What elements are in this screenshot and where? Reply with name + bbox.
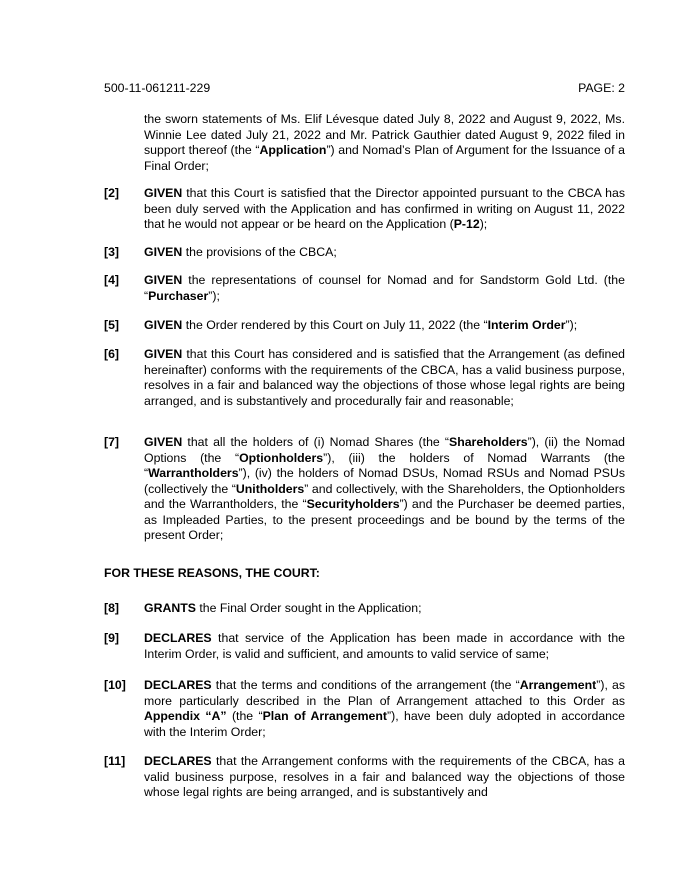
order-11: [104, 754, 625, 801]
bold-term: Shareholders: [449, 435, 528, 449]
file-number: 500-11-061211-229: [104, 81, 211, 95]
bold-term: DECLARES: [144, 631, 212, 645]
text-run: ”), have been duly adopted in accordance with the Interim Order;: [144, 709, 625, 739]
paragraph-number: [10]: [104, 678, 126, 692]
text-run: );: [479, 217, 488, 231]
bold-term: GIVEN: [144, 318, 183, 332]
text-run: ”) and Nomad’s Plan of Argument for the Issuance of a Final Order;: [144, 143, 625, 173]
page-header: [104, 81, 625, 97]
paragraph-text: [144, 186, 625, 233]
paragraph-number: [4]: [104, 273, 120, 287]
text-run: ”), (ii) the Nomad Options (the “: [144, 435, 626, 465]
page-number: PAGE: 2: [578, 81, 625, 95]
text-run: the provisions of the CBCA;: [182, 245, 337, 259]
paragraph-number: [9]: [104, 631, 120, 645]
bold-term: GRANTS: [144, 601, 196, 615]
text-run: that the terms and conditions of the arrangement (the “: [211, 678, 520, 692]
bold-term: Warrantholders: [148, 466, 239, 480]
bold-term: GIVEN: [144, 273, 183, 287]
text-run: the sworn statements of Ms. Elif Lévesque dated July 8, 2022 and August 9, 2022, Ms. Winnie Lee dated July 21, 2022 and Mr. Patrick Gauthier dated August 9, 2022 filed in support thereof (the “: [144, 112, 625, 157]
paragraph-text: [144, 245, 625, 261]
paragraph-text: [144, 318, 625, 334]
bold-term: Purchaser: [148, 288, 209, 303]
paragraph-4: [104, 273, 625, 304]
paragraph-3: [104, 245, 625, 261]
bold-term: Plan of Arrangement: [262, 709, 387, 723]
continuation-paragraph: [104, 112, 625, 174]
bold-term: Application: [259, 143, 327, 157]
paragraph-5: [104, 318, 625, 334]
text-run: ”);: [565, 318, 578, 332]
paragraph-6: [104, 347, 625, 409]
text-run: ”), (iv) the holders of Nomad DSUs, Nomad RSUs and Nomad PSUs (collectively the “: [144, 466, 625, 496]
text-run: the Order rendered by this Court on July 11, 2022 (the “: [182, 318, 488, 332]
text-run: ”);: [208, 288, 220, 303]
paragraph-number: [6]: [104, 347, 120, 361]
bold-term: Unitholders: [235, 481, 305, 496]
text-run: ”), as more particularly described in the Plan of Arrangement attached to this Order as: [144, 678, 625, 708]
paragraph-text: [144, 631, 625, 662]
bold-term: P-12: [453, 217, 480, 231]
bold-term: DECLARES: [144, 678, 212, 692]
order-9: [104, 631, 625, 662]
section-heading: FOR THESE REASONS, THE COURT:: [104, 566, 320, 580]
text-run: that this Court is satisfied that the Director appointed pursuant to the CBCA has been duly served with the Application and has confirmed in writing on August 11, 2022 that he would not appear or be heard on the Application (: [144, 186, 625, 231]
text-run: the Final Order sought in the Application;: [195, 601, 422, 615]
bold-term: Securityholders: [306, 497, 400, 511]
paragraph-number: [11]: [104, 754, 126, 768]
bold-term: GIVEN: [144, 435, 183, 449]
paragraph-text: [144, 347, 625, 409]
paragraph-number: [3]: [104, 245, 120, 259]
bold-term: Optionholders: [239, 450, 324, 465]
paragraph-text: [144, 754, 625, 801]
text-run: the representations of counsel for Nomad and for Sandstorm Gold Ltd. (the “: [144, 273, 625, 303]
text-run: that all the holders of (i) Nomad Shares (the “: [182, 435, 449, 449]
paragraph-text: [144, 435, 625, 544]
text-run: (the “: [226, 709, 263, 723]
paragraph-number: [2]: [104, 186, 120, 200]
paragraph-2: [104, 186, 625, 233]
text-run: that this Court has considered and is satisfied that the Arrangement (as defined hereinafter) conforms with the requirements of the CBCA, has a valid business purpose, resolves in a fair and balanced way the objections of those whose legal rights are being arranged, and is substantively and procedurally fair and reasonable;: [144, 347, 625, 408]
bold-term: GIVEN: [144, 245, 183, 259]
paragraph-7: [104, 435, 625, 544]
paragraph-number: [5]: [104, 318, 120, 332]
paragraph-number: [8]: [104, 601, 120, 615]
paragraph-text: [144, 273, 625, 304]
bold-term: Appendix “A”: [144, 709, 227, 723]
text-run: that the Arrangement conforms with the requirements of the CBCA, has a valid business purpose, resolves in a fair and balanced way the objections of those whose legal rights are being arranged, and is substantively and: [144, 754, 625, 799]
paragraph-text: [144, 601, 625, 617]
bold-term: DECLARES: [144, 754, 212, 768]
paragraph-number: [7]: [104, 435, 120, 449]
bold-term: GIVEN: [144, 186, 183, 200]
text-run: that service of the Application has been made in accordance with the Interim Order, is valid and sufficient, and amounts to valid service of same;: [144, 631, 625, 661]
order-8: [104, 601, 625, 617]
bold-term: Interim Order: [487, 318, 566, 332]
text-run: ”) and the Purchaser be deemed parties, as Impleaded Parties, to the present proceedings and be bound by the terms of the present Order;: [144, 497, 625, 542]
bold-term: GIVEN: [144, 347, 183, 361]
bold-term: Arrangement: [519, 678, 597, 692]
text-run: ”), (iii) the holders of Nomad Warrants (the “: [144, 450, 626, 480]
order-10: [104, 678, 625, 740]
text-run: ” and collectively, with the Shareholders, the Optionholders and the Warrantholders, the “: [144, 481, 625, 511]
paragraph-text: [144, 678, 625, 740]
paragraph-text: [144, 112, 625, 174]
